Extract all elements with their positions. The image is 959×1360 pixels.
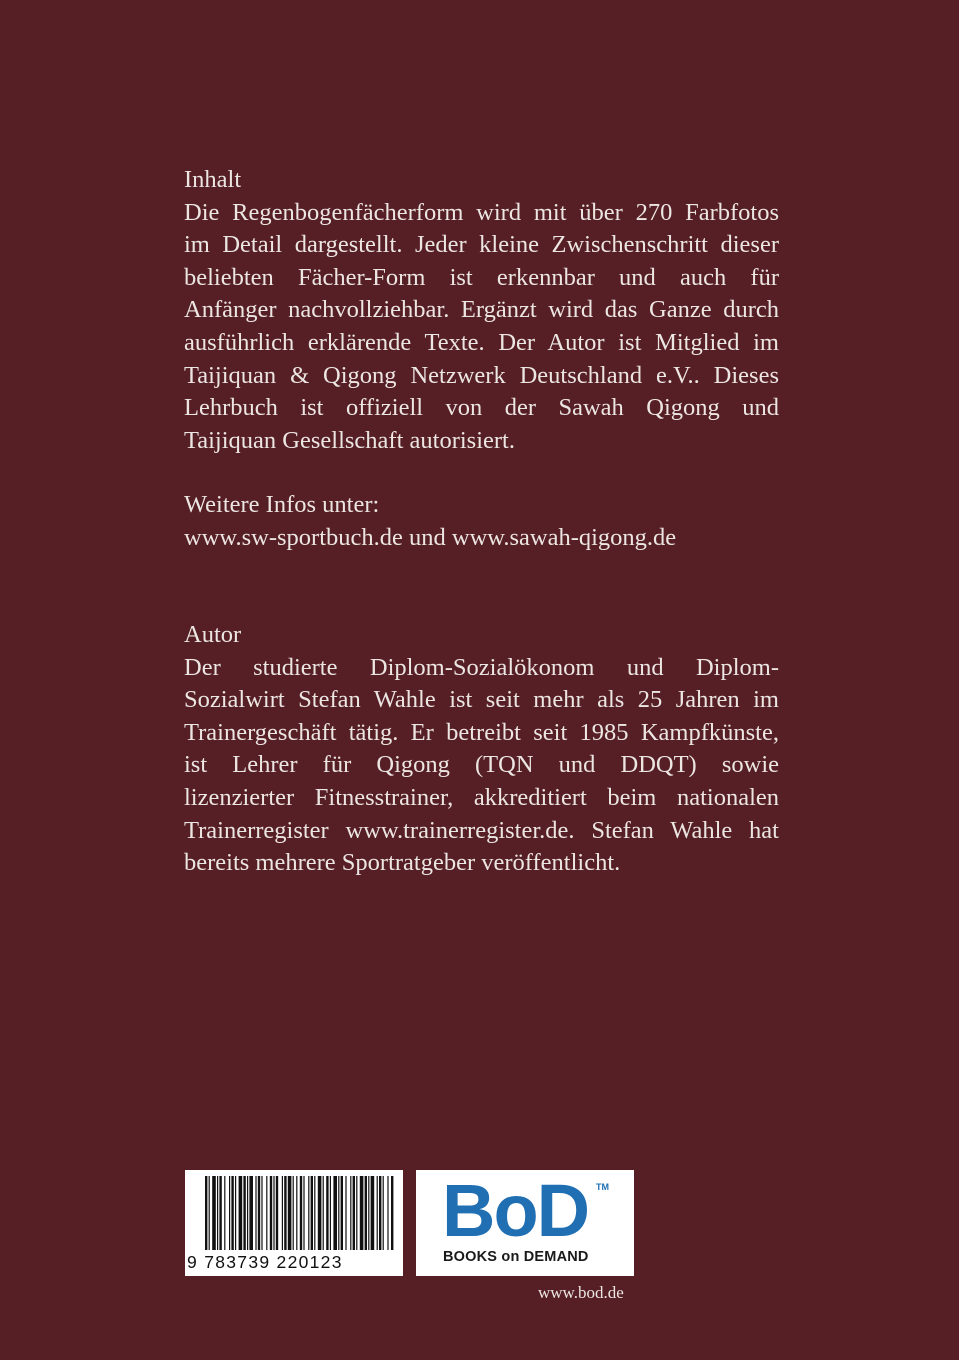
bod-tagline: BOOKS on DEMAND (443, 1249, 589, 1265)
author-heading: Autor (184, 621, 242, 648)
barcode-bar (383, 1176, 384, 1250)
barcode-bar (243, 1176, 245, 1250)
barcode-bar (217, 1176, 218, 1250)
paragraph-line: ist Lehrer für Qigong (TQN und DDQT) sowie (184, 751, 779, 779)
barcode-bar (345, 1176, 346, 1250)
paragraph-line: lizenzierter Fitnesstrainer, akkreditiert beim nationalen (184, 783, 779, 811)
barcode-bar (261, 1176, 262, 1250)
info-heading: Weitere Infos unter: (184, 491, 380, 518)
barcode-bar (338, 1176, 339, 1250)
barcode-bar (360, 1176, 364, 1250)
barcode-bar (356, 1176, 357, 1250)
content-paragraph (184, 197, 779, 458)
barcode-bar (314, 1176, 315, 1250)
barcode-bar (255, 1176, 256, 1250)
barcode-bar (212, 1176, 216, 1250)
barcode-bar (276, 1176, 278, 1250)
barcode-bar (296, 1176, 297, 1250)
paragraph-line: Die Regenbogenfächerform wird mit über 270 Farbfotos (184, 198, 779, 226)
barcode-bar (235, 1176, 236, 1250)
barcode-bar (219, 1176, 221, 1250)
barcode-bar (377, 1176, 378, 1250)
barcode-bar (371, 1176, 375, 1250)
barcode-bar (224, 1176, 225, 1250)
barcode-bar (209, 1176, 210, 1250)
barcode-bar (231, 1176, 233, 1250)
info-links: www.sw-sportbuch.de und www.sawah-qigong.de (184, 523, 677, 551)
paragraph-line: Taijiquan & Qigong Netzwerk Deutschland e.V.. Dieses (184, 361, 779, 389)
barcode-bar (249, 1176, 253, 1250)
barcode-bar (387, 1176, 388, 1250)
barcode-bar (333, 1176, 337, 1250)
barcode-bar (258, 1176, 260, 1250)
trademark-mark: TM (596, 1182, 609, 1192)
info-section (184, 489, 779, 554)
paragraph-line: Lehrbuch ist offiziell von der Sawah Qigong und (184, 394, 779, 422)
barcode-bar (330, 1176, 331, 1250)
content-heading: Inhalt (184, 166, 242, 193)
barcode-bar (270, 1176, 272, 1250)
barcode-bar (273, 1176, 274, 1250)
barcode-bar (303, 1176, 304, 1250)
paragraph-line: Trainerregister www.trainerregister.de. Stefan Wahle hat (184, 816, 779, 844)
paragraph-line: Der studierte Diplom-Sozialökonom und Diplom- (184, 653, 779, 681)
content-section (184, 164, 779, 457)
barcode-bar (365, 1176, 367, 1250)
barcode-bar (353, 1176, 355, 1250)
barcode-bar (282, 1176, 283, 1250)
barcode-bar (284, 1176, 286, 1250)
barcode-bar (379, 1176, 381, 1250)
author-paragraph (184, 652, 779, 880)
publisher-url: www.bod.de (538, 1283, 624, 1302)
isbn-barcode (185, 1170, 403, 1276)
barcode-bar (308, 1176, 309, 1250)
barcode-bar (247, 1176, 248, 1250)
barcode-bar (311, 1176, 313, 1250)
publisher-logo (416, 1170, 634, 1276)
barcode-bar (323, 1176, 324, 1250)
paragraph-line: Sozialwirt Stefan Wahle ist seit mehr als 25 Jahren im (184, 686, 779, 714)
barcode-bar (318, 1176, 322, 1250)
barcode-bar (205, 1176, 207, 1250)
paragraph-line: Anfänger nachvollziehbar. Ergänzt wird das Ganze durch (184, 296, 779, 324)
paragraph-line: im Detail dargestellt. Jeder kleine Zwischenschritt dieser (184, 231, 779, 259)
paragraph-line: ausführlich erklärende Texte. Der Autor ist Mitglied im (184, 328, 779, 356)
barcode-bar (266, 1176, 267, 1250)
barcode-bar (300, 1176, 302, 1250)
barcode-bar (229, 1176, 230, 1250)
barcode-bar (288, 1176, 292, 1250)
author-section (184, 619, 779, 880)
barcode-bar (391, 1176, 393, 1250)
barcode-bar (368, 1176, 369, 1250)
barcode-bar (350, 1176, 351, 1250)
barcode-bar (341, 1176, 343, 1250)
paragraph-line: beliebten Fächer-Form ist erkennbar und auch für (184, 263, 779, 291)
barcode-digits: 9 783739 220123 (187, 1252, 343, 1272)
barcode-bar (293, 1176, 294, 1250)
barcode-bar (239, 1176, 243, 1250)
bod-logo-wordmark: BoD (442, 1169, 589, 1252)
paragraph-line: bereits mehrere Sportratgeber veröffentlicht. (184, 849, 621, 877)
paragraph-line: Trainergeschäft tätig. Er betreibt seit 1985 Kampfkünste, (184, 718, 779, 746)
paragraph-line: Taijiquan Gesellschaft autorisiert. (184, 426, 515, 454)
barcode-bar (326, 1176, 328, 1250)
